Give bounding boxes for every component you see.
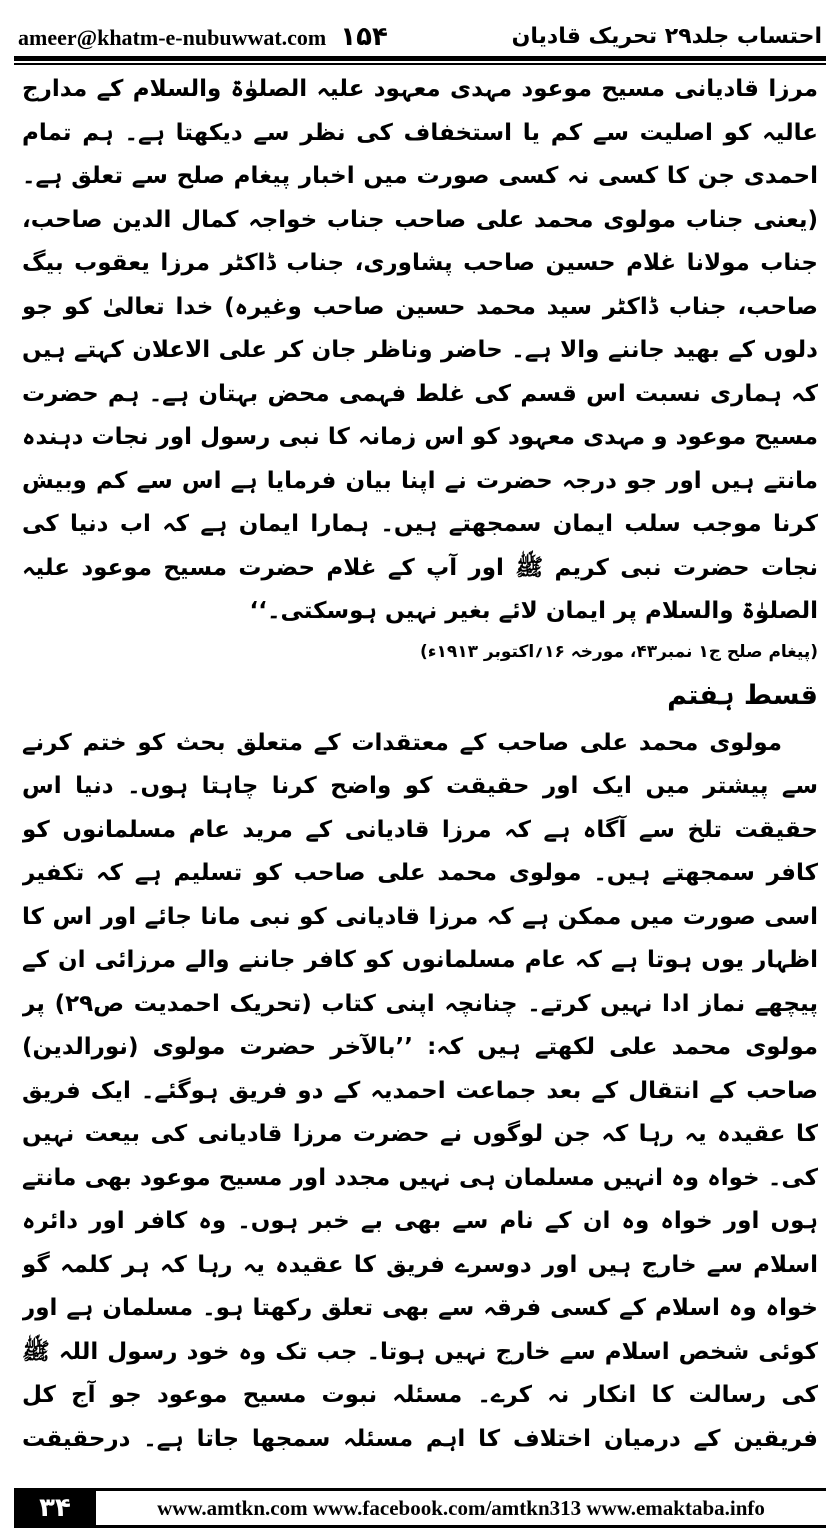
header-rule-thin	[14, 63, 826, 65]
running-title: احتساب جلد۲۹ تحریک قادیان	[511, 24, 822, 49]
body-paragraph-1: مرزا قادیانی مسیح موعود مہدی معہود علیہ الصلوٰۃ والسلام کے مدارج عالیہ کو اصلیت سے کم یا استخفاف کی نظر سے دیکھتا ہے۔ ہم تمام احمدی جن کا کسی نہ کسی صورت میں اخبار پیغام صلح سے تعلق ہے۔ (یعنی جناب مولوی محمد علی صاحب جناب خواجہ کمال الدین صاحب، جناب مولانا غلام حسین صاحب پشاوری، جناب ڈاکٹر مرزا یعقوب بیگ صاحب، جناب ڈاکٹر سید محمد حسین صاحب وغیرہ) خدا تعالیٰ کو جو دلوں کے بھید جاننے والا ہے۔ حاضر وناظر جان کر علی الاعلان کہتے ہیں کہ ہماری نسبت اس قسم کی غلط فہمی محض بہتان ہے۔ ہم حضرت مسیح موعود و مہدی معہود کو اس زمانہ کا نبی رسول اور نجات دہندہ مانتے ہیں اور جو درجہ حضرت نے اپنا بیان فرمایا ہے اس سے کم وبیش کرنا موجب سلب ایمان سمجھتے ہیں۔ ہمارا ایمان ہے کہ اب دنیا کی نجات حضرت نبی کریم ﷺ اور آپ کے غلام حضرت مسیح موعود علیہ الصلوٰۃ والسلام پر ایمان لائے بغیر نہیں ہوسکتی۔‘‘	[22, 76, 818, 624]
page-number: ۱۵۴	[340, 22, 388, 52]
page-body	[22, 68, 818, 1458]
header-rule-thick	[14, 56, 826, 61]
header-email: ameer@khatm-e-nubuwwat.com	[18, 25, 327, 50]
citation: (پیغام صلح ج۱ نمبر۴۳، مورخہ ۱۶؍اکتوبر ۱۹۱۳ء)	[419, 641, 818, 662]
header-left-group	[18, 22, 388, 52]
section-heading: قسط ہفتم	[667, 679, 818, 711]
footer-sheet-number: ۳۴	[14, 1488, 96, 1528]
page-footer	[14, 1488, 826, 1528]
footer-links: www.amtkn.com www.facebook.com/amtkn313 www.emaktaba.info	[96, 1488, 826, 1528]
page-header	[18, 12, 822, 52]
body-paragraph-2: مولوی محمد علی صاحب کے معتقدات کے متعلق بحث کو ختم کرنے سے پیشتر میں ایک اور حقیقت کو واضح کرنا چاہتا ہوں۔ دنیا اس حقیقت تلخ سے آگاہ ہے کہ مرزا قادیانی کے مرید عام مسلمانوں کو کافر سمجھتے ہیں۔ مولوی محمد علی صاحب کو تسلیم ہے کہ تکفیر اسی صورت میں ممکن ہے کہ مرزا قادیانی کو نبی مانا جائے اور اس کا اظہار یوں ہوتا ہے کہ عام مسلمانوں کو کافر جاننے والے مرزائی ان کے پیچھے نماز ادا نہیں کرتے۔ چنانچہ اپنی کتاب (تحریک احمدیت ص۲۹) پر مولوی محمد علی لکھتے ہیں کہ: ’’بالآخر حضرت مولوی (نورالدین) صاحب کے انتقال کے بعد جماعت احمدیہ کے دو فریق ہوگئے۔ ایک فریق کا عقیدہ یہ رہا کہ جن لوگوں نے حضرت مرزا قادیانی کی بیعت نہیں کی۔ خواہ وہ انہیں مسلمان ہی نہیں مجدد اور مسیح موعود بھی مانتے ہوں اور خواہ وہ ان کے نام سے بھی بے خبر ہوں۔ وہ کافر اور دائرہ اسلام سے خارج ہیں اور دوسرے فریق کا عقیدہ یہ رہا کہ ہر کلمہ گو خواہ وہ اسلام کے کسی فرقہ سے بھی تعلق رکھتا ہو۔ مسلمان ہے اور کوئی شخص اسلام سے خارج نہیں ہوتا۔ جب تک وہ خود رسول اللہ ﷺ کی رسالت کا انکار نہ کرے۔ مسئلہ نبوت مسیح موعود جو آج کل فریقین کے درمیان اختلاف کا اہم مسئلہ سمجھا جاتا ہے۔ درحقیقت	[22, 729, 818, 1452]
